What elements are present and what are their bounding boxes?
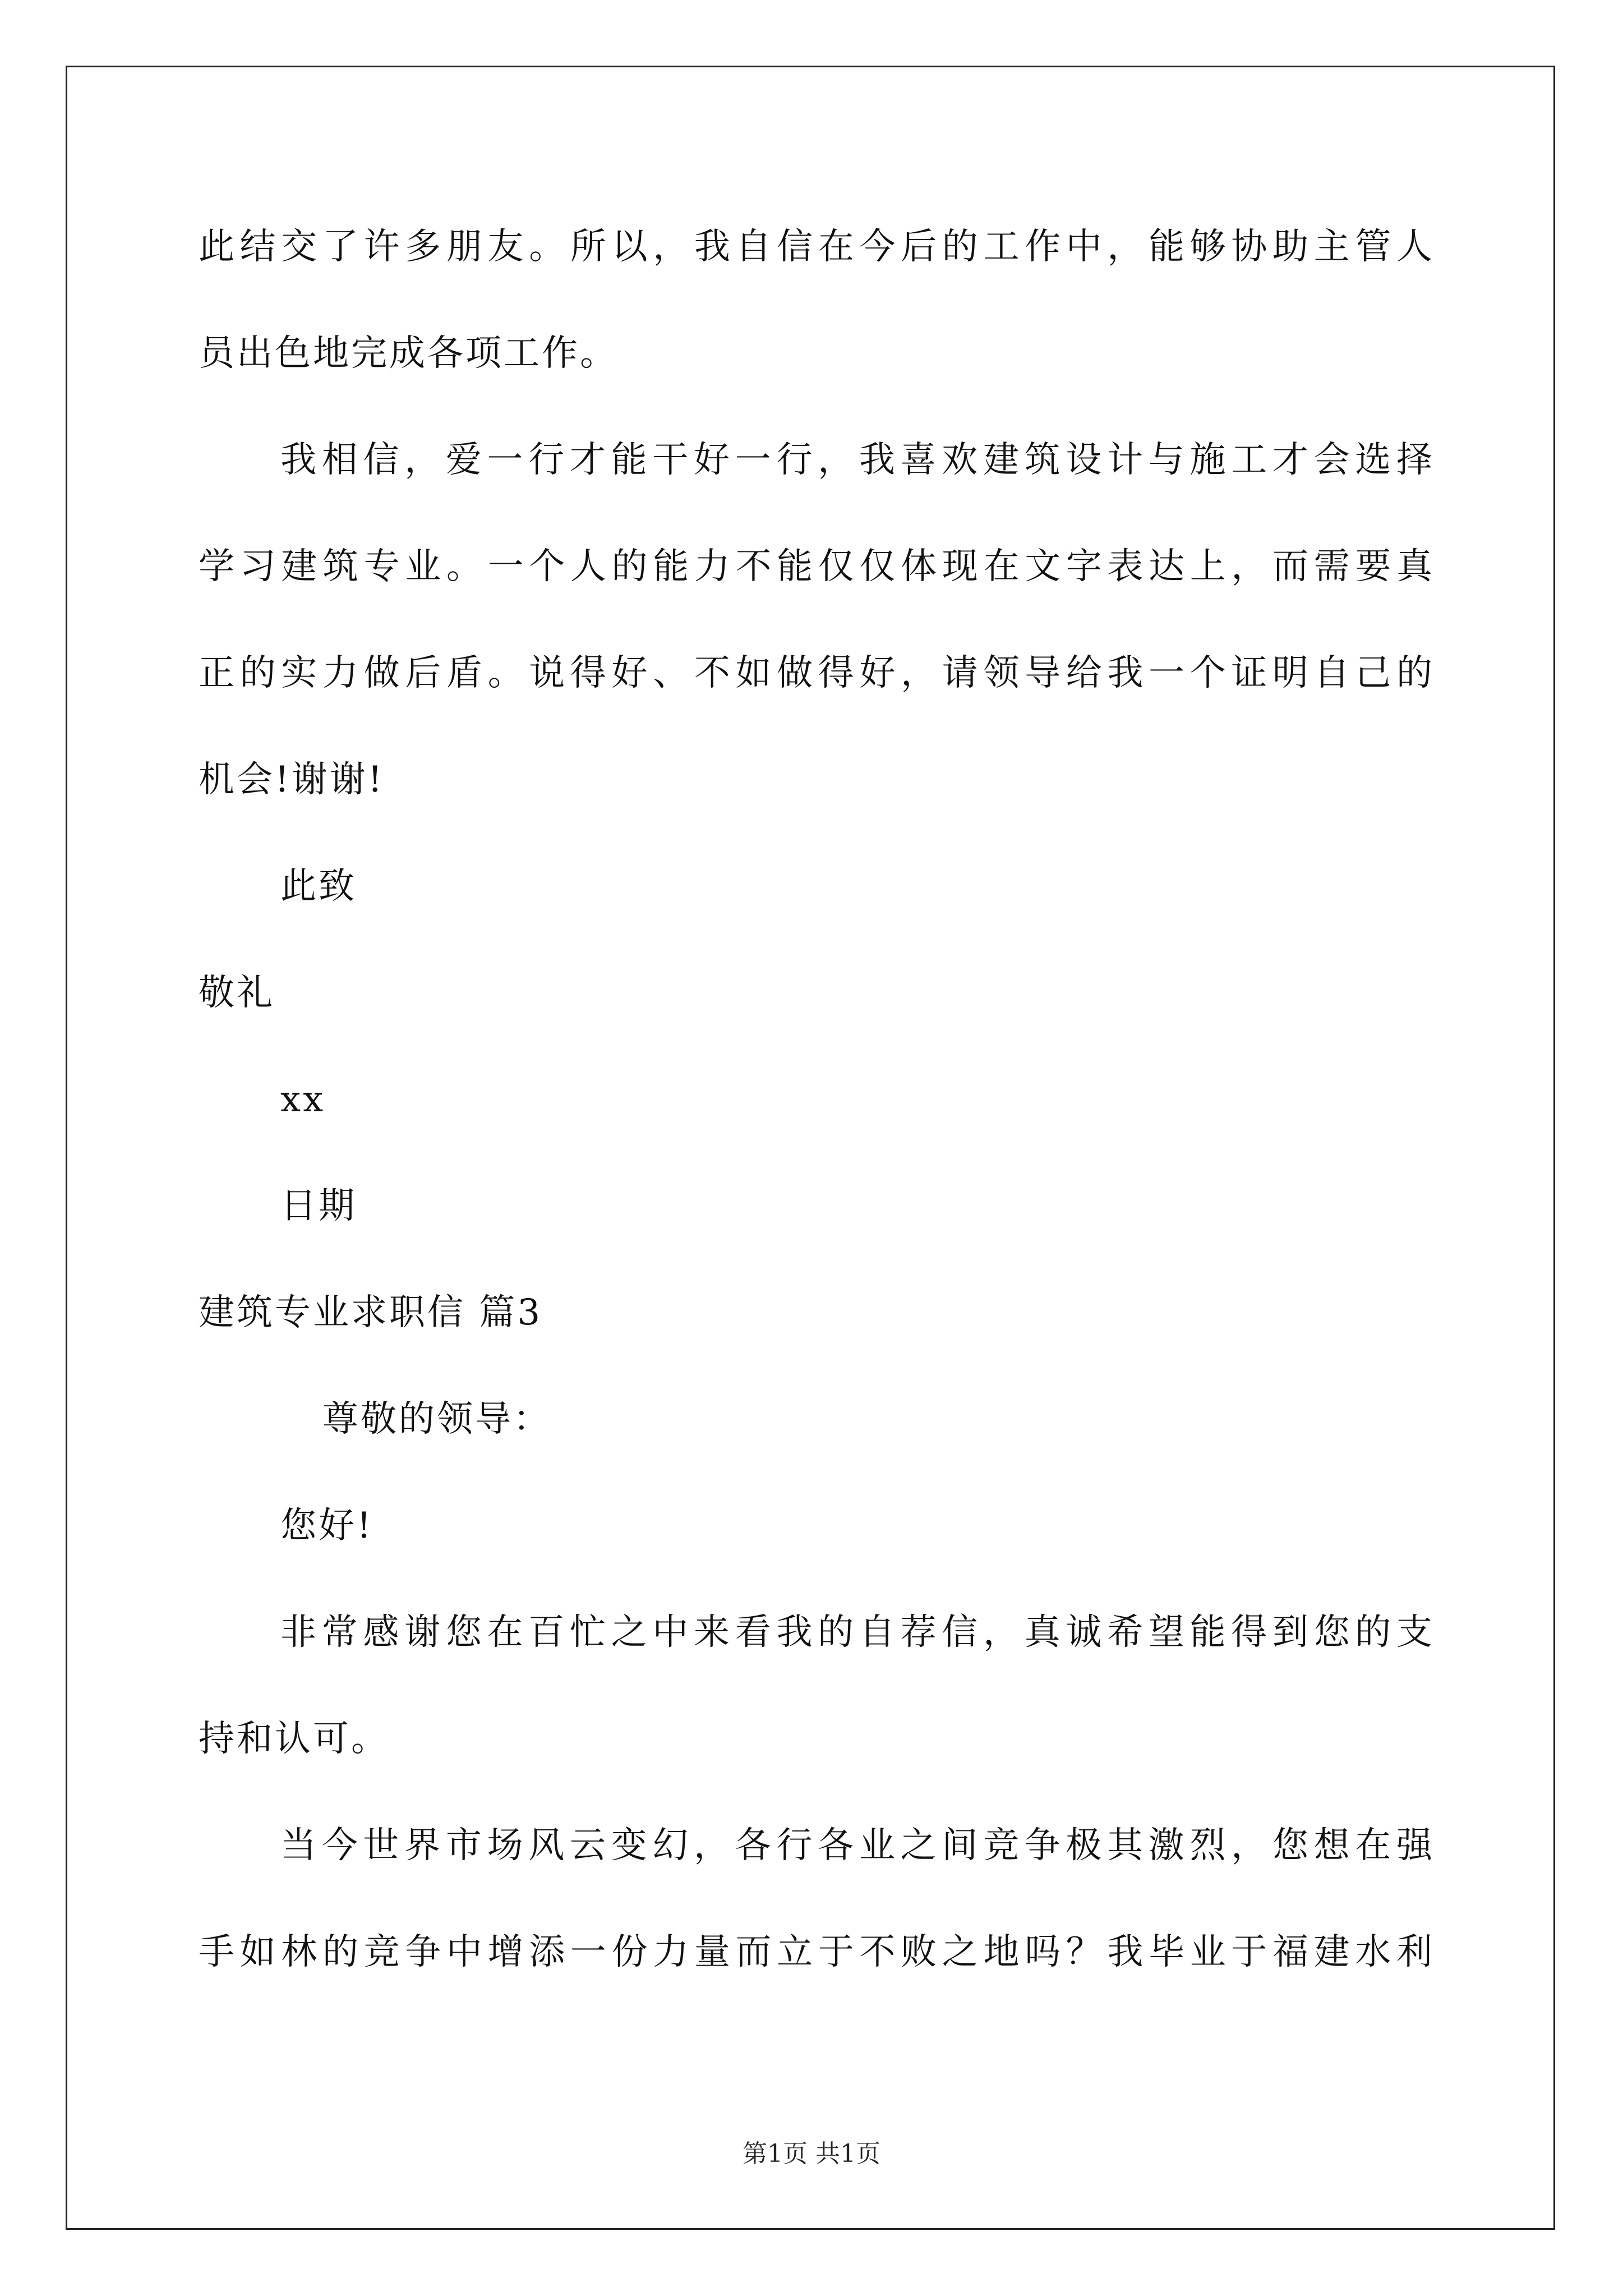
salutation: 尊敬的领导：	[322, 1398, 551, 1440]
closing-line: 此致	[280, 866, 357, 907]
body-line: 持和认可。	[199, 1718, 389, 1760]
section-heading: 建筑专业求职信 篇3	[199, 1292, 543, 1333]
body-line: 员出色地完成各项工作。	[199, 333, 618, 374]
body-line: 机会!谢谢!	[199, 759, 385, 800]
body-line: 当今世界市场风云变幻，各行各业之间竞争极其激烈，您想在强	[280, 1825, 1432, 1866]
body-line: 正的实力做后盾。说得好、不如做得好，请领导给我一个证明自己的	[199, 652, 1432, 694]
page-border	[66, 66, 1555, 2230]
signature-line: xx	[280, 1079, 326, 1120]
body-line: 此结交了许多朋友。所以，我自信在今后的工作中，能够协助主管人	[199, 226, 1432, 268]
page-footer: 第1页 共1页	[743, 2139, 880, 2168]
body-line: 非常感谢您在百忙之中来看我的自荐信，真诚希望能得到您的支	[280, 1612, 1432, 1653]
date-line: 日期	[280, 1185, 357, 1227]
body-line: 学习建筑专业。一个人的能力不能仅仅体现在文字表达上，而需要真	[199, 546, 1432, 587]
greeting: 您好!	[280, 1505, 374, 1547]
body-line: 我相信，爱一行才能干好一行，我喜欢建筑设计与施工才会选择	[280, 439, 1432, 481]
closing-line: 敬礼	[199, 972, 275, 1014]
body-line: 手如林的竞争中增添一份力量而立于不败之地吗？我毕业于福建水利	[199, 1931, 1432, 1973]
